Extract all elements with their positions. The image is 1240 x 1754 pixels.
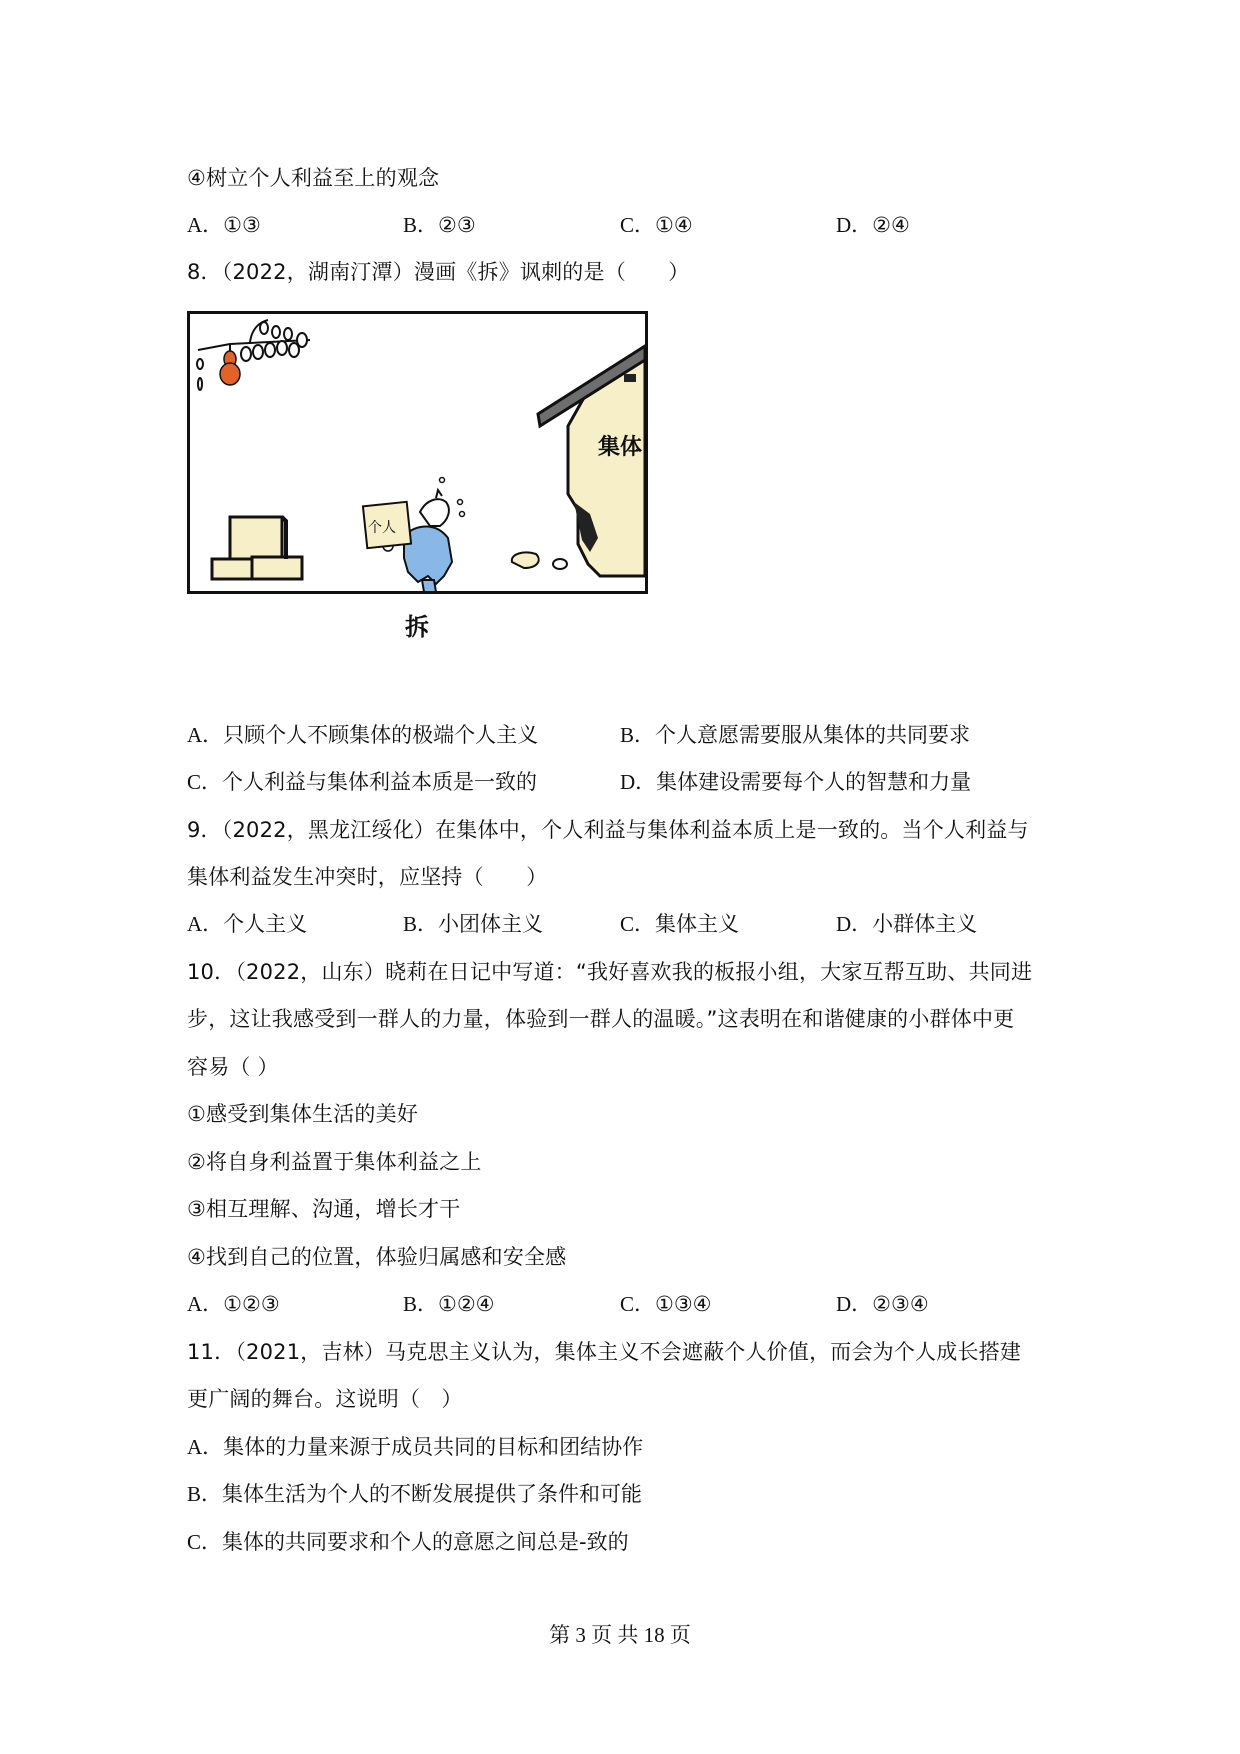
option-label: D．: [620, 770, 657, 794]
q11-option-a: [187, 1432, 643, 1462]
q7-statement-4: ④树立个人利益至上的观念: [187, 166, 440, 190]
box-label: 个人: [368, 520, 396, 536]
option-text: ②④: [872, 213, 910, 237]
house-label: 集体: [598, 435, 643, 460]
page-footer: 第 3 页 共 18 页: [549, 1623, 691, 1647]
q10-statement-3: ③相互理解、沟通，增长才干: [187, 1197, 461, 1221]
option-label: B．: [403, 912, 439, 936]
option-label: A．: [187, 723, 224, 747]
option-label: A．: [187, 213, 224, 237]
option-label: C．: [620, 213, 656, 237]
house-icon: [512, 346, 645, 576]
q8-option-b: [620, 720, 970, 750]
option-text: ①②③: [223, 1292, 280, 1316]
option-text: 个人利益与集体利益本质是一致的: [222, 770, 538, 794]
q7-option-b: [403, 210, 476, 240]
cartoon-illustration: [190, 314, 645, 591]
option-text: 集体建设需要每个人的智慧和力量: [656, 770, 972, 794]
q10-option-d: [836, 1289, 929, 1319]
branch-icon: [197, 320, 310, 390]
q11-option-b: [187, 1479, 642, 1509]
q9-stem-line-2: 集体利益发生冲突时，应坚持（ ）: [187, 865, 548, 889]
option-text: 个人主义: [223, 912, 308, 936]
option-label: C．: [620, 912, 656, 936]
bricks-icon: [212, 517, 302, 579]
option-text: ②③: [438, 213, 476, 237]
option-text: 集体的共同要求和个人的意愿之间总是-致的: [222, 1530, 629, 1554]
q8-stem: 8．（2022，湖南汀潭）漫画《拆》讽刺的是（ ）: [187, 260, 690, 284]
q11-stem-line-2: 更广阔的舞台。这说明（ ）: [187, 1387, 463, 1411]
box-individual-icon: [363, 502, 411, 548]
option-text: ①②④: [438, 1292, 495, 1316]
q10-statement-2: ②将自身利益置于集体利益之上: [187, 1150, 482, 1174]
option-text: 小群体主义: [872, 912, 978, 936]
q7-option-d: [836, 210, 910, 240]
q10-option-a: [187, 1289, 280, 1319]
option-label: C．: [187, 770, 223, 794]
q8-option-a: [187, 720, 538, 750]
q9-option-a: [187, 909, 307, 939]
option-text: 小团体主义: [438, 912, 544, 936]
q10-statement-4: ④找到自己的位置，体验归属感和安全感: [187, 1245, 567, 1269]
option-text: 只顾个人不顾集体的极端个人主义: [223, 723, 539, 747]
q10-option-c: [620, 1289, 712, 1319]
option-text: 集体生活为个人的不断发展提供了条件和可能: [222, 1482, 643, 1506]
q7-option-a: [187, 210, 261, 240]
q8-option-c: [187, 767, 537, 797]
option-label: D．: [836, 1292, 873, 1316]
option-label: A．: [187, 912, 224, 936]
option-label: C．: [187, 1530, 223, 1554]
q10-statement-1: ①感受到集体生活的美好: [187, 1102, 419, 1126]
option-text: 个人意愿需要服从集体的共同要求: [655, 723, 971, 747]
q10-stem-line-2: 步，这让我感受到一群人的力量，体验到一群人的温暖。”这表明在和谐健康的小群体中更: [187, 1007, 1015, 1031]
cartoon-caption: 拆: [405, 613, 429, 641]
option-text: 集体主义: [655, 912, 740, 936]
option-text: ①③④: [655, 1292, 712, 1316]
q11-stem-line-1: 11．（2021，吉林）马克思主义认为，集体主义不会遮蔽个人价值，而会为个人成长搭建: [187, 1340, 1022, 1364]
option-label: D．: [836, 213, 873, 237]
q10-option-b: [403, 1289, 495, 1319]
q9-option-d: [836, 909, 977, 939]
option-text: 集体的力量来源于成员共同的目标和团结协作: [223, 1435, 644, 1459]
option-label: A．: [187, 1292, 224, 1316]
q11-option-c: [187, 1527, 629, 1557]
q7-option-c: [620, 210, 693, 240]
option-label: B．: [403, 213, 439, 237]
q10-stem-line-1: 10．（2022，山东）晓莉在日记中写道：“我好喜欢我的板报小组，大家互帮互助、共同进: [187, 960, 1033, 984]
q9-option-b: [403, 909, 543, 939]
option-text: ②③④: [872, 1292, 929, 1316]
q9-stem-line-1: 9．（2022，黑龙江绥化）在集体中，个人利益与集体利益本质上是一致的。当个人利益与: [187, 818, 1029, 842]
option-label: C．: [620, 1292, 656, 1316]
q9-option-c: [620, 909, 739, 939]
option-label: B．: [403, 1292, 439, 1316]
option-label: D．: [836, 912, 873, 936]
q10-stem-line-3: 容易（ ）: [187, 1055, 279, 1079]
option-label: A．: [187, 1435, 224, 1459]
cartoon-figure: [187, 311, 648, 594]
option-label: B．: [620, 723, 656, 747]
option-text: ①④: [655, 213, 693, 237]
gourd-icon: [220, 344, 240, 385]
option-text: ①③: [223, 213, 261, 237]
q8-option-d: [620, 767, 971, 797]
option-label: B．: [187, 1482, 223, 1506]
